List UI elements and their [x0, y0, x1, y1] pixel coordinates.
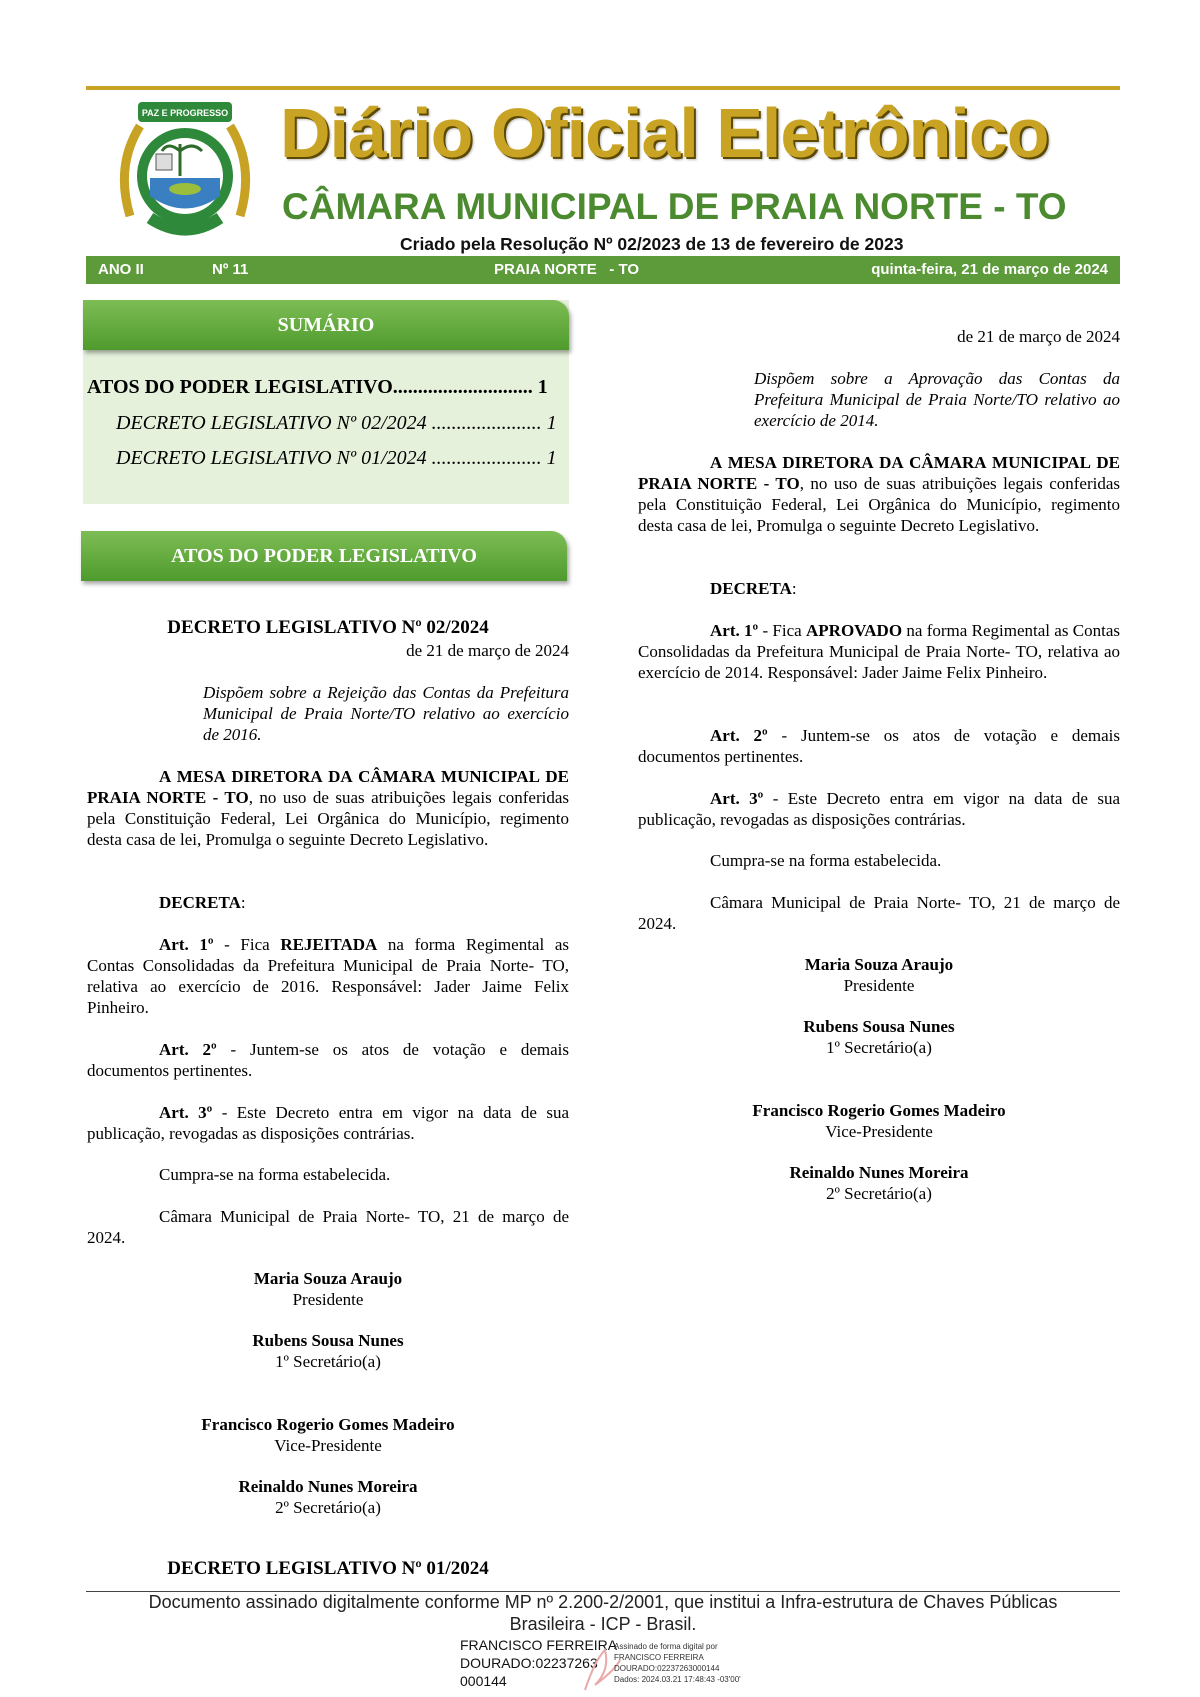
edition-number: Nº 11: [212, 261, 249, 278]
edition-date: quinta-feira, 21 de março de 2024: [871, 261, 1108, 278]
signatory-name: Francisco Rogerio Gomes Madeiro: [201, 1415, 455, 1434]
signatory-role: Presidente: [292, 1290, 364, 1309]
decree-01-preamble: A MESA DIRETORA DA CÂMARA MUNICIPAL DE PRAIA NORTE - TO, no uso de suas atribuições legais conferidas pela Constituição Federal, Lei Orgânica do Município, regimento desta casa de lei, Promulga o seguinte Decreto Legislativo.: [638, 453, 1120, 535]
decree-01-summary: Dispõem sobre a Aprovação das Contas da Prefeitura Municipal de Praia Norte/TO relativo ao exercício de 2014.: [754, 369, 1120, 430]
edition-year: ANO II: [98, 261, 144, 278]
decree-02-date: de 21 de março de 2024: [406, 641, 569, 660]
decree-02-decreta: DECRETA:: [159, 893, 246, 912]
summary-heading: SUMÁRIO: [83, 300, 569, 350]
signatory-name: Rubens Sousa Nunes: [252, 1331, 404, 1350]
decree-02-summary: Dispõem sobre a Rejeição das Contas da Prefeitura Municipal de Praia Norte/TO relativo ao exercício de 2016.: [203, 683, 569, 744]
signatory-role: Presidente: [843, 976, 915, 995]
svg-text:PAZ E PROGRESSO: PAZ E PROGRESSO: [141, 108, 229, 118]
journal-title: Diário Oficial Eletrônico: [280, 94, 1049, 172]
decree-01-date: de 21 de março de 2024: [957, 327, 1120, 346]
decree-02-cumpra: Cumpra-se na forma estabelecida.: [159, 1165, 391, 1184]
footer-legal-line-2: Brasileira - ICP - Brasil.: [509, 1614, 697, 1634]
edition-city: PRAIA NORTE - TO: [494, 261, 640, 278]
signatory-name: Reinaldo Nunes Moreira: [238, 1477, 418, 1496]
digital-signature-details: Assinado de forma digital por FRANCISCO FERREIRA DOURADO:02237263000144 Dados: 2024.03.21 17:48:43 -03'00': [614, 1642, 741, 1684]
section-heading: ATOS DO PODER LEGISLATIVO: [81, 531, 567, 581]
decree-02-title: DECRETO LEGISLATIVO Nº 02/2024: [167, 617, 489, 638]
toc-item-decreto-01[interactable]: DECRETO LEGISLATIVO Nº 01/2024 ...................... 1: [116, 447, 557, 469]
decree-01-art3: Art. 3º - Este Decreto entra em vigor na data de sua publicação, revogadas as disposições contrárias.: [638, 789, 1120, 829]
decree-01-place-date: Câmara Municipal de Praia Norte- TO, 21 de março de 2024.: [638, 893, 1120, 933]
footer-legal-line-1: Documento assinado digitalmente conforme MP nº 2.200-2/2001, que institui a Infra-estrutura de Chaves Públicas: [148, 1592, 1058, 1612]
toc-item-atos[interactable]: ATOS DO PODER LEGISLATIVO............................ 1: [87, 376, 548, 398]
decree-02-preamble: A MESA DIRETORA DA CÂMARA MUNICIPAL DE PRAIA NORTE - TO, no uso de suas atribuições legais conferidas pela Constituição Federal, Lei Orgânica do Município, regimento desta casa de lei, Promulga o seguinte Decreto Legislativo.: [87, 767, 569, 849]
signatory-name: Maria Souza Araujo: [253, 1269, 403, 1288]
signatory-name: Reinaldo Nunes Moreira: [789, 1163, 969, 1182]
toc-item-decreto-02[interactable]: DECRETO LEGISLATIVO Nº 02/2024 ...................... 1: [116, 412, 557, 434]
decree-01-cumpra: Cumpra-se na forma estabelecida.: [710, 851, 942, 870]
decree-02-art1: Art. 1º - Fica REJEITADA na forma Regimental as Contas Consolidadas da Prefeitura Municipal de Praia Norte- TO, relativa ao exercício de 2016. Responsável: Jader Jaime Felix Pinheiro.: [87, 935, 569, 1017]
decree-02-art2: Art. 2º - Juntem-se os atos de votação e demais documentos pertinentes.: [87, 1040, 569, 1080]
decree-01-title: DECRETO LEGISLATIVO Nº 01/2024: [167, 1558, 489, 1579]
decree-02-place-date: Câmara Municipal de Praia Norte- TO, 21 de março de 2024.: [87, 1207, 569, 1247]
signatory-role: 1º Secretário(a): [275, 1352, 381, 1371]
decree-02-art3: Art. 3º - Este Decreto entra em vigor na data de sua publicação, revogadas as disposições contrárias.: [87, 1103, 569, 1143]
decree-01-decreta: DECRETA:: [710, 579, 797, 598]
signatory-role: Vice-Presidente: [825, 1122, 933, 1141]
signatory-role: 2º Secretário(a): [826, 1184, 932, 1203]
signatory-name: Francisco Rogerio Gomes Madeiro: [752, 1101, 1006, 1120]
decree-01-art2: Art. 2º - Juntem-se os atos de votação e demais documentos pertinentes.: [638, 726, 1120, 766]
decree-01-art1: Art. 1º - Fica APROVADO na forma Regimental as Contas Consolidadas da Prefeitura Municipal de Praia Norte- TO, relativa ao exercício de 2014. Responsável: Jader Jaime Felix Pinheiro.: [638, 621, 1120, 682]
signatory-name: Rubens Sousa Nunes: [803, 1017, 955, 1036]
signatory-role: Vice-Presidente: [274, 1436, 382, 1455]
creation-note: Criado pela Resolução Nº 02/2023 de 13 de fevereiro de 2023: [400, 234, 904, 254]
digital-signature-signer: FRANCISCO FERREIRA DOURADO:02237263 000144: [460, 1637, 618, 1689]
chamber-name: CÂMARA MUNICIPAL DE PRAIA NORTE - TO: [282, 186, 1067, 227]
municipal-coat-of-arms-logo: [110, 96, 260, 246]
top-rule: [86, 86, 1120, 90]
signatory-name: Maria Souza Araujo: [804, 955, 954, 974]
signatory-role: 2º Secretário(a): [275, 1498, 381, 1517]
signatory-role: 1º Secretário(a): [826, 1038, 932, 1057]
edition-info-bar: [86, 256, 1120, 284]
